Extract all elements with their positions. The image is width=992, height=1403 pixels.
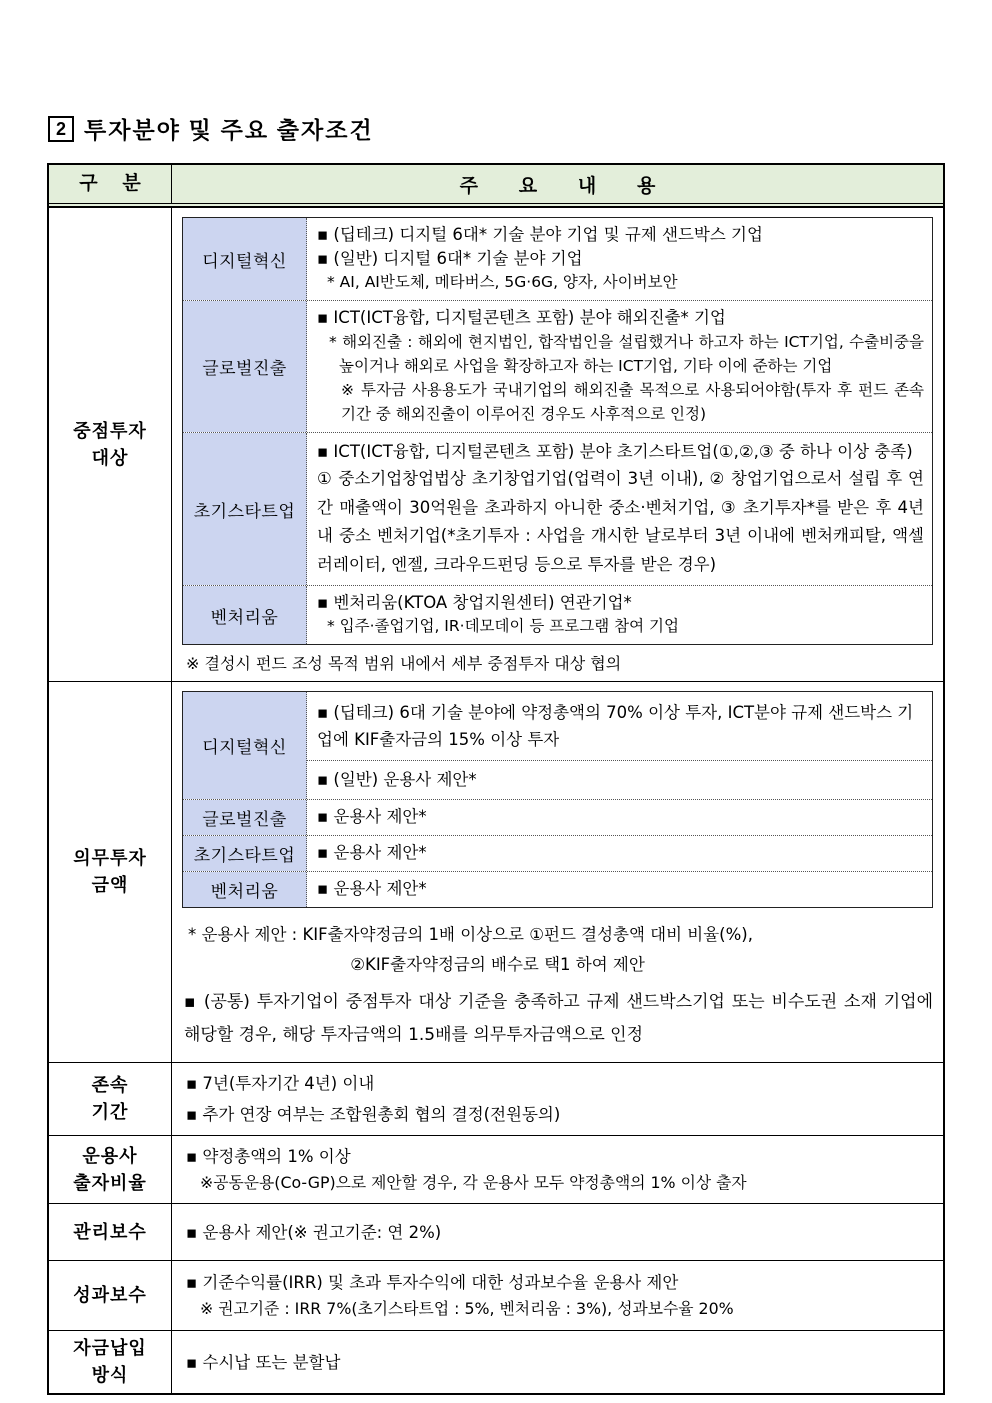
bullet-line: ▪ (일반) 운용사 제안* bbox=[307, 760, 932, 799]
bullet-line: ▪ ICT(ICT융합, 디지털콘텐츠 포함) 분야 해외진출* 기업 bbox=[317, 308, 726, 327]
bullet-line: ▪ 운용사 제안* bbox=[317, 807, 427, 826]
row-performance-fee bbox=[49, 1260, 943, 1330]
focus-row-ventureum bbox=[183, 585, 932, 644]
sublabel-global-expansion: 글로벌진출 bbox=[183, 301, 307, 432]
mandatory-row-digital bbox=[183, 692, 932, 799]
row-management-fee bbox=[49, 1203, 943, 1260]
row-label-duration: 존속 기간 bbox=[49, 1063, 172, 1135]
bullet-line: ▪ 운용사 제안* bbox=[317, 843, 427, 862]
focus-row-global bbox=[183, 300, 932, 432]
focus-row-early-startup bbox=[183, 432, 932, 585]
sublabel-digital-innovation: 디지털혁신 bbox=[183, 692, 307, 799]
sublabel-ventureum: 벤처리움 bbox=[183, 872, 307, 907]
focus-footer-note: ※ 결성시 펀드 조성 목적 범위 내에서 세부 중점투자 대상 협의 bbox=[186, 654, 622, 673]
bullet-line: ▪ 추가 연장 여부는 조합원총회 협의 결정(전원동의) bbox=[186, 1105, 561, 1124]
mandatory-row-global bbox=[183, 799, 932, 835]
mandatory-inner-table bbox=[182, 691, 933, 908]
focus-row-digital bbox=[183, 218, 932, 300]
row-label-focus: 중점투자 대상 bbox=[49, 208, 172, 681]
page-title-text: 투자분야 및 주요 출자조건 bbox=[84, 118, 374, 143]
sublabel-ventureum: 벤처리움 bbox=[183, 586, 307, 644]
row-label-perf-fee: 성과보수 bbox=[49, 1261, 172, 1330]
sublabel-digital-innovation: 디지털혁신 bbox=[183, 218, 307, 300]
row-payment-method bbox=[49, 1330, 943, 1393]
bullet-line: ▪ ICT(ICT융합, 디지털콘텐츠 포함) 분야 초기스타트업(①,②,③ 중 하나 이상 충족) bbox=[317, 442, 913, 461]
section-number-box: 2 bbox=[48, 116, 74, 142]
row-label-gp-ratio: 운용사 출자비율 bbox=[49, 1136, 172, 1203]
row-fund-duration bbox=[49, 1062, 943, 1135]
page-title bbox=[48, 112, 374, 145]
bullet-line: ▪ (일반) 디지털 6대* 기술 분야 기업 bbox=[317, 249, 583, 268]
footnote-line: ※ 권고기준 : IRR 7%(초기스타트업 : 5%, 벤처리움 : 3%), 성과보수율 20% bbox=[200, 1299, 734, 1318]
header-content-cell: 주 요 내 용 bbox=[459, 175, 674, 197]
bullet-line: ▪ (딥테크) 6대 기술 분야에 약정총액의 70% 이상 투자, ICT분야 규제 샌드박스 기업에 KIF출자금의 15% 이상 투자 bbox=[317, 703, 914, 749]
sublabel-global-expansion: 글로벌진출 bbox=[183, 800, 307, 835]
table-header-row bbox=[49, 165, 943, 207]
bullet-line: ▪ 약정총액의 1% 이상 bbox=[186, 1147, 351, 1166]
footnote-line: ※공동운용(Co-GP)으로 제안할 경우, 각 운용사 모두 약정총액의 1% 이상 출자 bbox=[200, 1173, 747, 1192]
row-label-mandatory: 의무투자 금액 bbox=[49, 682, 172, 1062]
focus-inner-table bbox=[182, 217, 933, 645]
mandatory-note-common: ▪ (공통) 투자기업이 중점투자 대상 기준을 충족하고 규제 샌드박스기업 또는 비수도권 소재 기업에 해당할 경우, 해당 투자금액의 1.5배를 의무투자금액으로 인정 bbox=[184, 992, 933, 1045]
bullet-line: ▪ 운용사 제안* bbox=[317, 879, 427, 898]
sublabel-early-startup: 초기스타트업 bbox=[183, 433, 307, 585]
mandatory-note-proposal-line2: ②KIF출자약정금의 배수로 택1 하여 제안 bbox=[350, 955, 645, 974]
mandatory-row-ventureum bbox=[183, 871, 932, 907]
footnote-line: * AI, AI반도체, 메타버스, 5G·6G, 양자, 사이버보안 bbox=[327, 273, 678, 291]
bullet-line: ▪ 기준수익률(IRR) 및 초과 투자수익에 대한 성과보수율 운용사 제안 bbox=[186, 1273, 679, 1292]
footnote-line: ※ 투자금 사용용도가 국내기업의 해외진출 목적으로 사용되어야함(투자 후 펀드 존속기간 중 해외진출이 이루어진 경우도 사후적으로 인정) bbox=[341, 381, 924, 423]
mandatory-note-proposal-line1: * 운용사 제안 : KIF출자약정금의 1배 이상으로 ①펀드 결성총액 대비 비율(%), bbox=[188, 925, 753, 944]
conditions-table bbox=[47, 163, 945, 1395]
row-label-payment: 자금납입 방식 bbox=[49, 1331, 172, 1393]
paragraph: ① 중소기업창업법상 초기창업기업(업력이 3년 이내), ② 창업기업으로서 설립 후 연간 매출액이 30억원을 초과하지 아니한 중소·벤처기업, ③ 초기투자*를 받은 후 4년 내 중소 벤처기업(*초기투자 : 사업을 개시한 날로부터 3년 이내에 벤처캐피탈, 액셀러레이터, 엔젤, 크라우드펀딩 등으로 투자를 받은 경우) bbox=[317, 469, 924, 574]
bullet-line: ▪ 운용사 제안(※ 권고기준: 연 2%) bbox=[186, 1222, 442, 1242]
bullet-line: ▪ 7년(투자기간 4년) 이내 bbox=[186, 1074, 375, 1093]
bullet-line: ▪ 벤처리움(KTOA 창업지원센터) 연관기업* bbox=[317, 593, 632, 612]
bullet-line: ▪ 수시납 또는 분할납 bbox=[186, 1352, 341, 1372]
row-label-mgmt-fee: 관리보수 bbox=[49, 1204, 172, 1260]
sublabel-early-startup: 초기스타트업 bbox=[183, 836, 307, 871]
footnote-line: * 해외진출 : 해외에 현지법인, 합작법인을 설립했거나 하고자 하는 ICT기업, 수출비중을 높이거나 해외로 사업을 확장하고자 하는 ICT기업, 기타 이에 준하는 기업 bbox=[329, 333, 924, 375]
header-division-cell: 구 분 bbox=[49, 165, 172, 203]
bullet-line: ▪ (딥테크) 디지털 6대* 기술 분야 기업 및 규제 샌드박스 기업 bbox=[317, 225, 763, 244]
row-focus-investment-targets bbox=[49, 207, 943, 681]
footnote-line: * 입주·졸업기업, IR·데모데이 등 프로그램 참여 기업 bbox=[327, 617, 679, 635]
mandatory-row-early-startup bbox=[183, 835, 932, 871]
row-gp-commitment-ratio bbox=[49, 1135, 943, 1203]
row-mandatory-investment-amount bbox=[49, 681, 943, 1062]
